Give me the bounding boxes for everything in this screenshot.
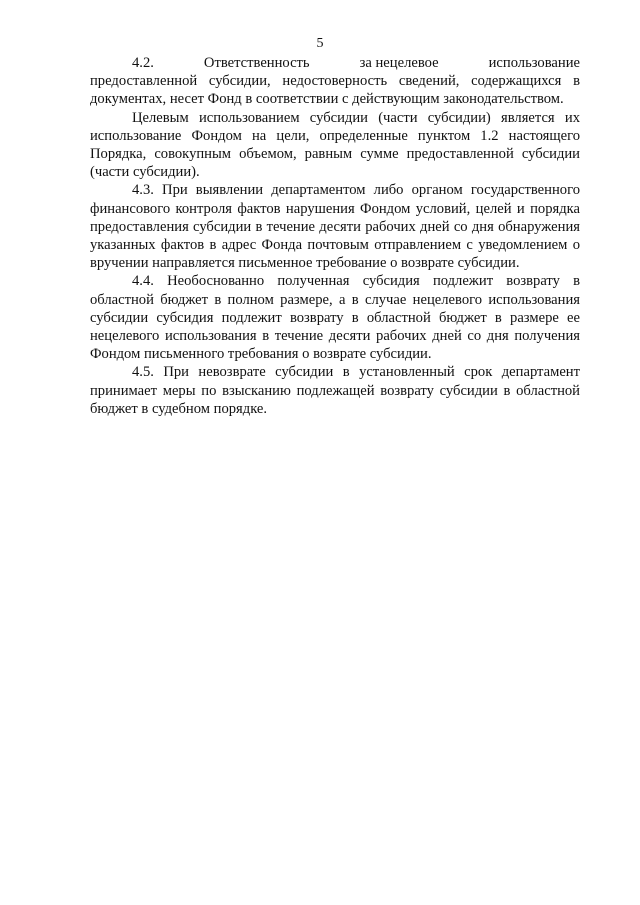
paragraph-4-2 [90,54,580,109]
clause-number: 4.2. [132,55,154,71]
word: Ответственность [203,55,310,71]
document-body [90,54,580,418]
paragraph-4-2-continuation: предоставленной субсидии, недостоверность сведений, содержащихся в документах, несет Фонд в соответствии с действующим законодательством. [90,73,580,108]
paragraph-target-use: Целевым использованием субсидии (части субсидии) является их использование Фондом на цели, определенные пунктом 1.2 настоящего Порядка, совокупным объемом, равным сумме предоставленной субсидии (части субсидии). [90,109,580,181]
word: использование [488,55,580,71]
page-number: 5 [316,36,324,51]
word: за нецелевое [359,55,439,71]
paragraph-4-3: 4.3. При выявлении департаментом либо органом государственного финансового контроля фактов нарушения Фондом условий, целей и порядка предоставления субсидии в течение десяти рабочих дней со дня обнаружения указанных фактов в адрес Фонда почтовым отправлением с уведомлением о вручении направляется письменное требование о возврате субсидии. [90,182,580,272]
paragraph-4-5: 4.5. При невозврате субсидии в установленный срок департамент принимает меры по взысканию подлежащей возврату субсидии в областной бюджет в судебном порядке. [90,364,580,417]
paragraph-4-2-first-line [90,54,580,72]
paragraph-4-4: 4.4. Необоснованно полученная субсидия подлежит возврату в областной бюджет в полном размере, а в случае нецелевого использования субсидии субсидия подлежит возврату в областной бюджет в размере ее нецелевого использования в течение десяти рабочих дней со дня получения Фондом письменного требования о возврате субсидии. [90,273,580,363]
